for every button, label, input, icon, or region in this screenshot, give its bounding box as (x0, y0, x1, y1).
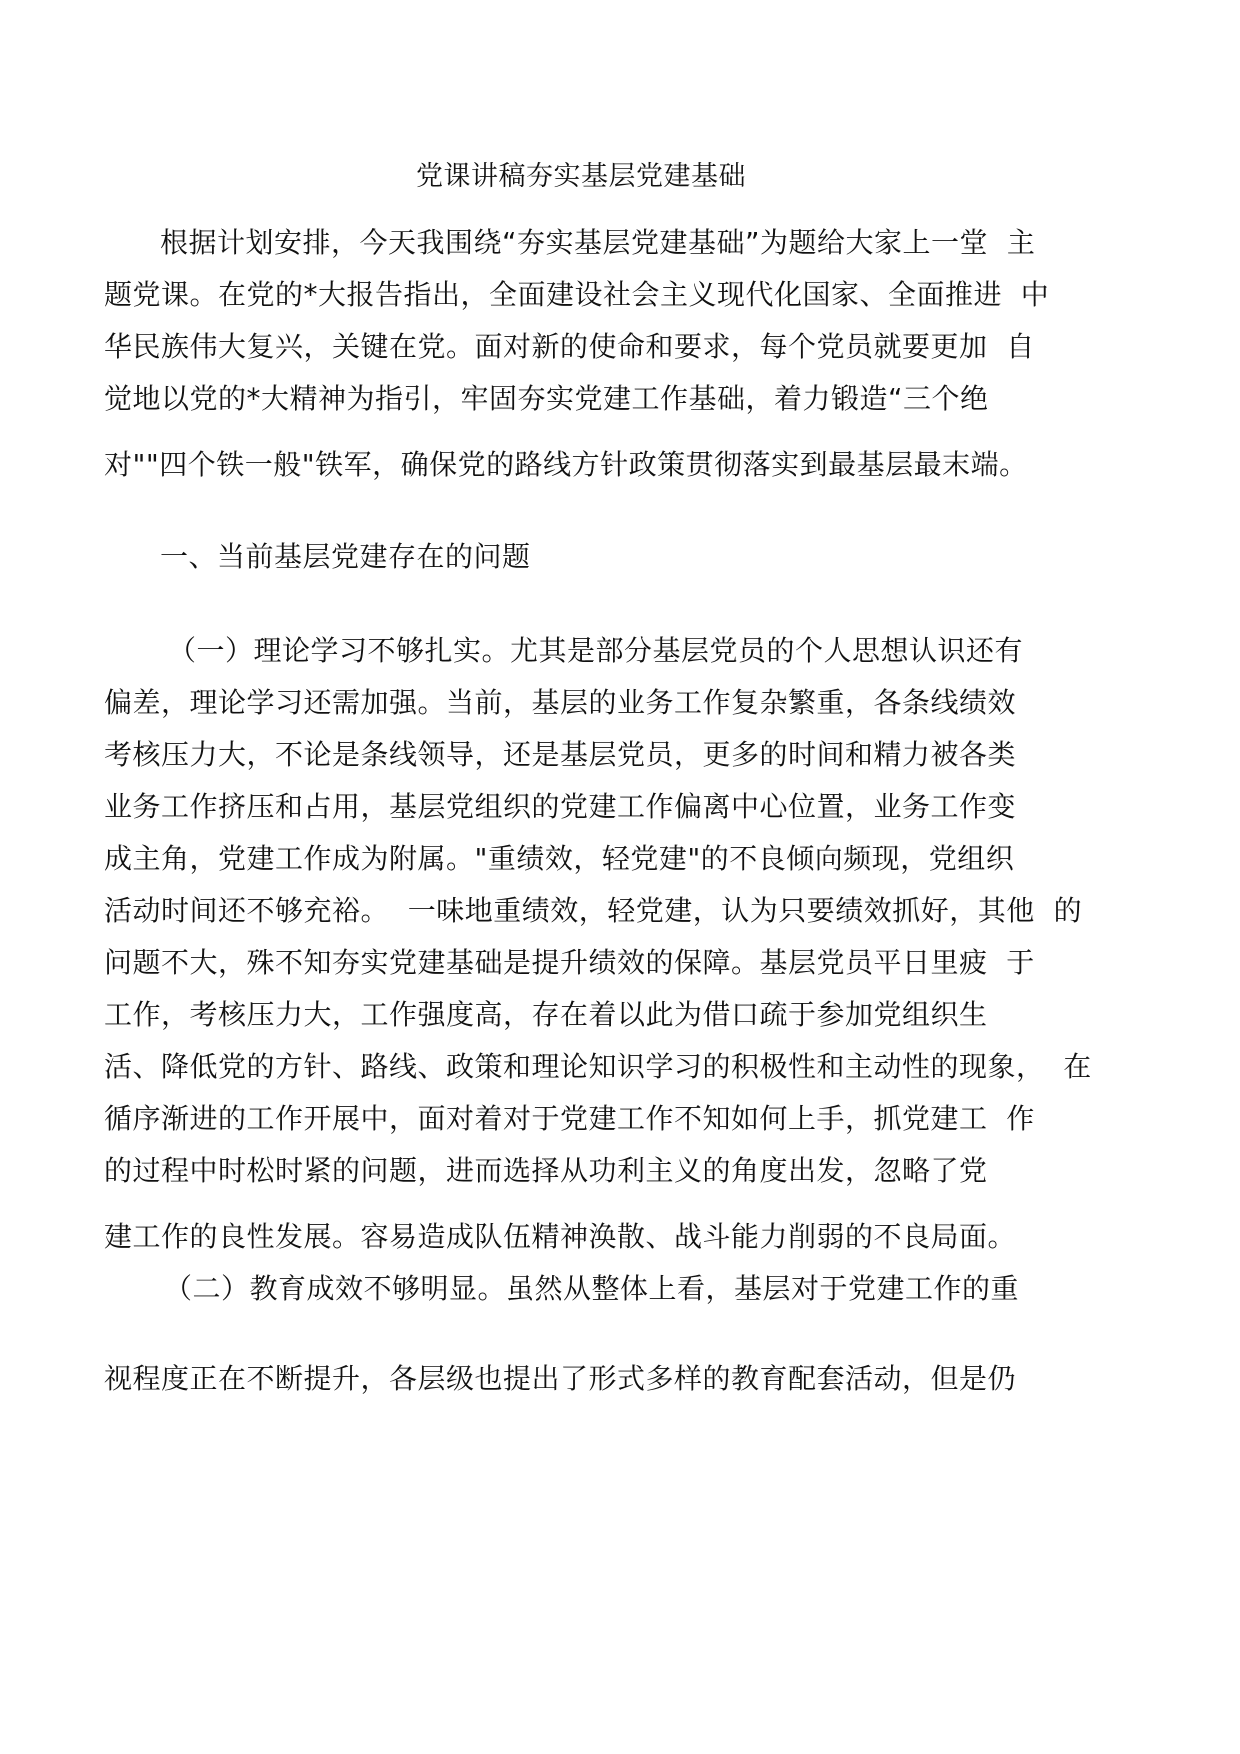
paragraph-line: （二）教育成效不够明显。虽然从整体上看，基层对于党建工作的重 (164, 1272, 1020, 1305)
document-title: 党课讲稿夯实基层党建基础 (416, 161, 746, 192)
section-heading: 一、当前基层党建存在的问题 (160, 540, 531, 573)
paragraph-line: 业务工作挤压和占用，基层党组织的党建工作偏离中心位置，业务工作变 (104, 790, 1017, 823)
paragraph-line: 华民族伟大复兴，关键在党。面对新的使命和要求，每个党员就要更加 自 (104, 330, 1035, 363)
paragraph-line: 对""四个铁一般"铁军，确保党的路线方针政策贯彻落实到最基层最末端。 (104, 448, 1028, 481)
paragraph-line: 循序渐进的工作开展中，面对着对于党建工作不知如何上手，抓党建工 作 (104, 1102, 1035, 1135)
paragraph-line: 建工作的良性发展。容易造成队伍精神涣散、战斗能力削弱的不良局面。 (104, 1220, 1017, 1253)
paragraph-line: 成主角，党建工作成为附属。"重绩效，轻党建"的不良倾向频现，党组织 (104, 842, 1015, 875)
paragraph-line: 考核压力大，不论是条线领导，还是基层党员，更多的时间和精力被各类 (104, 738, 1017, 771)
paragraph-line: 的过程中时松时紧的问题，进而选择从功利主义的角度出发，忽略了党 (104, 1154, 988, 1187)
paragraph-line: 工作，考核压力大，工作强度高，存在着以此为借口疏于参加党组织生 (104, 998, 988, 1031)
paragraph-line: 视程度正在不断提升，各层级也提出了形式多样的教育配套活动，但是仍 (104, 1362, 1017, 1395)
paragraph-line: （一）理论学习不够扎实。尤其是部分基层党员的个人思想认识还有 (168, 634, 1024, 667)
paragraph-line: 活动时间还不够充裕。 一味地重绩效，轻党建，认为只要绩效抓好，其他 的 (104, 894, 1083, 927)
paragraph-line: 觉地以党的*大精神为指引，牢固夯实党建工作基础，着力锻造“三个绝 (104, 382, 989, 415)
paragraph-line: 活、降低党的方针、路线、政策和理论知识学习的积极性和主动性的现象， 在 (104, 1050, 1092, 1083)
paragraph-line: 根据计划安排，今天我围绕“夯实基层党建基础”为题给大家上一堂 主 (160, 226, 1036, 259)
paragraph-line: 偏差，理论学习还需加强。当前，基层的业务工作复杂繁重，各条线绩效 (104, 686, 1017, 719)
paragraph-line: 问题不大，殊不知夯实党建基础是提升绩效的保障。基层党员平日里疲 于 (104, 946, 1035, 979)
paragraph-line: 题党课。在党的*大报告指出，全面建设社会主义现代化国家、全面推进 中 (104, 278, 1050, 311)
